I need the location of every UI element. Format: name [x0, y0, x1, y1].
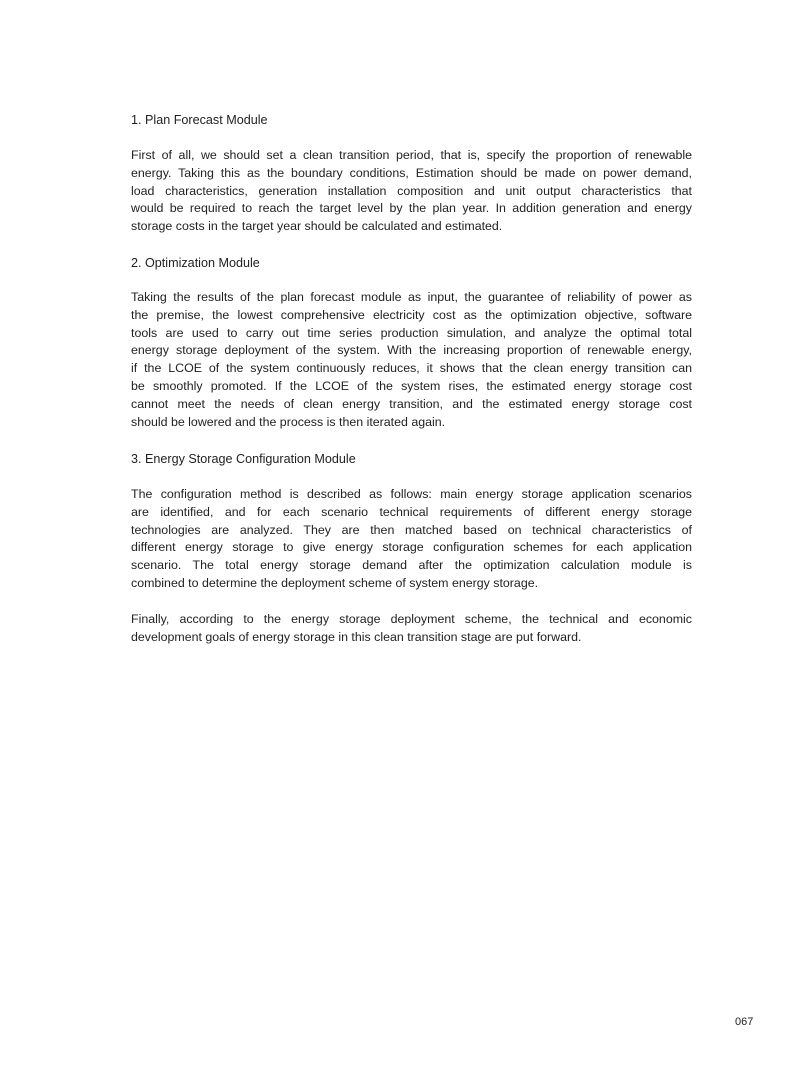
text-line: cannot meet the needs of clean energy transition, and the estimated energy storage cost: [131, 396, 692, 411]
section-heading-plan-forecast: 1. Plan Forecast Module: [131, 113, 268, 127]
text-line: different energy storage to give energy storage configuration schemes for each application: [131, 540, 692, 555]
section-heading-optimization: 2. Optimization Module: [131, 256, 260, 270]
text-line: combined to determine the deployment scheme of system energy storage.: [131, 575, 539, 590]
text-line: scenario. The total energy storage demand after the optimization calculation module is: [131, 558, 692, 573]
text-line: if the LCOE of the system continuously reduces, it shows that the clean energy transition can: [131, 361, 692, 376]
text-line: storage costs in the target year should be calculated and estimated.: [131, 219, 503, 234]
text-line: First of all, we should set a clean transition period, that is, specify the proportion of renewable: [131, 148, 692, 162]
text-line: tools are used to carry out time series production simulation, and analyze the optimal total: [131, 325, 692, 340]
page-number: 067: [735, 1016, 754, 1028]
text-line: should be lowered and the process is then iterated again.: [131, 414, 446, 429]
text-line: energy. Taking this as the boundary conditions, Estimation should be made on power demand,: [131, 165, 692, 180]
text-line: Taking the results of the plan forecast module as input, the guarantee of reliability of power as: [131, 290, 692, 304]
text-line: Finally, according to the energy storage deployment scheme, the technical and economic: [131, 612, 692, 626]
section-heading-energy-storage-config: 3. Energy Storage Configuration Module: [131, 452, 356, 466]
text-line: The configuration method is described as follows: main energy storage application scenarios: [131, 487, 692, 501]
text-line: technologies are analyzed. They are then matched based on technical characteristics of: [131, 522, 692, 537]
paragraph-closing: [131, 611, 692, 647]
text-line: development goals of energy storage in this clean transition stage are put forward.: [131, 629, 582, 644]
text-line: be smoothly promoted. If the LCOE of the system rises, the estimated energy storage cost: [131, 378, 692, 393]
text-line: are identified, and for each scenario technical requirements of different energy storage: [131, 504, 692, 519]
paragraph-energy-storage-config: [131, 486, 692, 593]
text-line: load characteristics, generation installation composition and unit output characteristics that: [131, 183, 692, 198]
text-line: would be required to reach the target level by the plan year. In addition generation and energy: [131, 201, 692, 216]
paragraph-optimization: [131, 289, 692, 431]
paragraph-plan-forecast: [131, 147, 692, 236]
text-line: the premise, the lowest comprehensive electricity cost as the optimization objective, software: [131, 307, 692, 322]
text-line: energy storage deployment of the system. With the increasing proportion of renewable energy,: [131, 343, 692, 358]
